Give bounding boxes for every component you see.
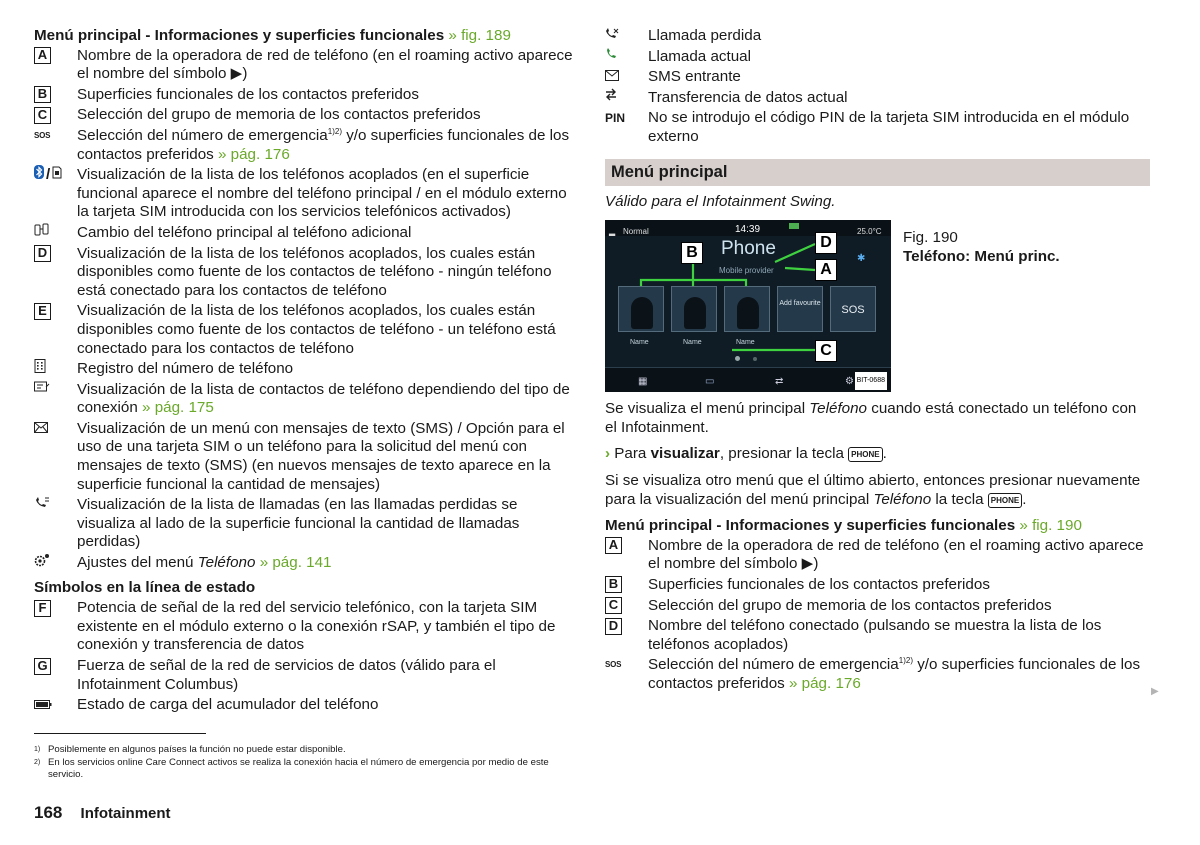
- symbols-heading: Símbolos en la línea de estado: [34, 578, 256, 596]
- sos-icon: SOS: [605, 659, 622, 669]
- add-favourite-tile[interactable]: Add favourite: [777, 286, 823, 332]
- sos-icon: SOS: [34, 130, 51, 140]
- label-box: B: [605, 576, 622, 593]
- figure: [605, 220, 1150, 392]
- settings-icon: [34, 553, 50, 573]
- list-item: Estado de carga del acumulador del teléfono: [34, 696, 574, 715]
- fig-link[interactable]: » fig. 190: [1019, 517, 1082, 535]
- footnote: 1) Posiblemente en algunos países la función no puede estar disponible.: [34, 744, 346, 755]
- envelope-icon: [605, 68, 619, 87]
- list-item: Visualización de la lista de contactos de teléfono dependiendo del tipo de conexión » pág. 175: [34, 381, 574, 418]
- fig-link[interactable]: » fig. 189: [448, 27, 511, 44]
- signal-icon: ▂: [609, 227, 616, 237]
- person-icon: [684, 297, 706, 329]
- callout-d: D: [815, 232, 837, 254]
- keypad-icon[interactable]: ▦: [638, 376, 648, 388]
- label-box: B: [34, 86, 51, 103]
- label-box: D: [605, 618, 622, 635]
- list-item: G Fuerza de señal de la red de servicios de datos (válido para el Infotainment Columbus): [34, 657, 574, 694]
- screen-title: Phone: [721, 238, 776, 260]
- call-list-icon[interactable]: ⇄: [775, 376, 784, 388]
- paragraph: Se visualiza el menú principal Teléfono cuando está conectado un teléfono con el Infotainment.: [605, 400, 1137, 436]
- contact-tile[interactable]: [724, 286, 770, 332]
- contacts-icon[interactable]: ▭: [705, 376, 715, 388]
- page-link[interactable]: » pág. 175: [142, 399, 214, 417]
- label-box: C: [34, 107, 51, 124]
- list-item: Llamada perdida: [605, 27, 1150, 46]
- phone-key: PHONE: [848, 447, 882, 462]
- list-item: Cambio del teléfono principal al teléfono adicional: [34, 224, 574, 243]
- list-item: SOS Selección del número de emergencia$^{1)2)}$ y/o superficies funcionales de los contactos preferidos » pág. 176: [605, 656, 1141, 692]
- list-item: Transferencia de datos actual: [605, 89, 1150, 108]
- screen-subtitle: Mobile provider: [719, 266, 774, 276]
- call-list-icon: [34, 496, 50, 515]
- paragraph: Si se visualiza otro menú que el último abierto, entonces presionar nuevamente para la visualización del menú principal Teléfono la tecla PHONE .: [605, 471, 1141, 508]
- list-item: D Visualización de la lista de los teléfonos acoplados, los cuales están disponibles como fuente de los contactos de teléfono - ningún teléfono está conectado para los contactos de teléfono: [34, 245, 574, 301]
- list-item: Visualización de la lista de llamadas (en las llamadas perdidas se visualiza al lado de la superficie funcional la cantidad de llamadas perdidas): [34, 496, 574, 552]
- list-item: Llamada actual: [605, 48, 1150, 67]
- current-call-icon: [605, 47, 617, 66]
- battery-icon: [34, 696, 52, 715]
- phone-key: PHONE: [988, 493, 1022, 508]
- data-transfer-icon: [605, 88, 617, 107]
- phone-switch-icon: [34, 223, 50, 243]
- instruction: › Para visualizar, presionar la tecla PHONE .: [605, 445, 887, 463]
- pin-label: PIN: [605, 111, 626, 126]
- label-box: G: [34, 658, 51, 675]
- page-section: Infotainment: [80, 805, 171, 822]
- list-item: Registro del número de teléfono: [34, 360, 574, 379]
- list-item: F Potencia de señal de la red del servicio telefónico, con la tarjeta SIM existente en el módulo externo o la conexión rSAP, y también el tipo de conexión y transferencia de datos: [34, 599, 574, 655]
- label-box: F: [34, 600, 51, 617]
- callout-b: B: [681, 242, 703, 264]
- callout-a: A: [815, 259, 837, 281]
- list-item: C Selección del grupo de memoria de los contactos preferidos: [34, 106, 574, 125]
- status-bar: ▂ Normal 14:39 25.0°C: [605, 220, 891, 236]
- label-box: C: [605, 597, 622, 614]
- footnote-divider: [34, 733, 206, 734]
- sim-card-icon: [52, 166, 62, 185]
- list-item: A Nombre de la operadora de red de teléfono (en el roaming activo aparece el nombre del símbolo ▶): [34, 47, 574, 84]
- contacts-icon: [34, 380, 50, 399]
- list-item: Visualización de un menú con mensajes de texto (SMS) / Opción para el uso de una tarjeta SIM o un teléfono para la solicitud del menú con mensajes de texto (SMS) (en nuevos mensajes de texto aparece en la superficie funcional la cantidad de mensajes): [34, 420, 574, 494]
- list-item: E Visualización de la lista de los teléfonos acoplados, los cuales están disponibles como fuente de los contactos de teléfono - un teléfono está conectado para los contactos de teléfono: [34, 302, 574, 358]
- list-item: / Visualización de la lista de los teléfonos acoplados (en el superficie funcional aparece el nombre del teléfono principal / en el módulo externo la tarjeta SIM introducida con los servicios telefónicos activados): [34, 166, 574, 222]
- list-item: SOS Selección del número de emergencia$^{1)2)}$ y/o superficies funcionales de los contactos preferidos » pág. 176: [34, 126, 570, 163]
- page-link[interactable]: » pág. 176: [789, 674, 861, 692]
- settings-icon[interactable]: ⚙: [845, 376, 854, 388]
- label-box: D: [34, 245, 51, 262]
- bottom-bar: [605, 367, 891, 392]
- keypad-icon: [34, 359, 46, 379]
- section-heading: Menú principal - Informaciones y superficies funcionales » fig. 190: [605, 517, 1082, 535]
- sos-tile[interactable]: SOS: [830, 286, 876, 332]
- callout-c: C: [815, 340, 837, 362]
- list-item: C Selección del grupo de memoria de los contactos preferidos: [605, 597, 1150, 616]
- contact-tile[interactable]: [618, 286, 664, 332]
- section-heading: Menú principal - Informaciones y superficies funcionales » fig. 189: [34, 27, 511, 44]
- page-footer: [34, 804, 171, 824]
- list-item: Ajustes del menú Teléfono » pág. 141: [34, 554, 574, 573]
- label-box: A: [34, 47, 51, 64]
- left-column: [34, 27, 574, 717]
- continue-arrow-icon: ▶: [1151, 686, 1159, 697]
- page-link[interactable]: » pág. 176: [218, 145, 290, 163]
- figure-caption: Fig. 190 Teléfono: Menú princ.: [903, 229, 1060, 266]
- footnote: 2) En los servicios online Care Connect activos se realiza la conexión hacia el número de emergencia por medio de este servicio.: [34, 756, 549, 780]
- step-arrow-icon: ›: [605, 445, 611, 463]
- person-icon: [631, 297, 653, 329]
- list-item: B Superficies funcionales de los contactos preferidos: [605, 576, 1150, 595]
- footnotes: [34, 744, 574, 782]
- label-box: E: [34, 303, 51, 320]
- right-column: [605, 27, 1150, 695]
- list-item: PIN No se introdujo el código PIN de la tarjeta SIM introducida en el módulo externo: [605, 109, 1130, 145]
- infotainment-screen: ▂ Normal 14:39 25.0°C Phone Mobile provider ✱ Add favourite SOS Name Name Name D B A C ▦ ▭ ⇄ ⚙ BIT-0688: [605, 220, 891, 392]
- person-icon: [737, 297, 759, 329]
- bluetooth-icon: ✱: [857, 253, 866, 265]
- envelope-icon: [34, 420, 48, 439]
- page-number: 168: [34, 803, 63, 822]
- list-item: B Superficies funcionales de los contactos preferidos: [34, 86, 574, 105]
- list-item: D Nombre del teléfono conectado (pulsando se muestra la lista de los teléfonos acoplados): [605, 617, 1150, 654]
- page-link[interactable]: » pág. 141: [259, 554, 332, 572]
- missed-call-icon: [605, 27, 619, 46]
- list-item: A Nombre de la operadora de red de teléfono (en el roaming activo aparece el nombre del símbolo ▶): [605, 537, 1150, 574]
- bluetooth-icon: [34, 165, 44, 185]
- contact-tile[interactable]: [671, 286, 717, 332]
- validity-note: Válido para el Infotainment Swing.: [605, 192, 836, 210]
- section-title: Menú principal: [605, 159, 1150, 186]
- list-item: SMS entrante: [605, 68, 1150, 87]
- label-box: A: [605, 537, 622, 554]
- figure-code: BIT-0688: [855, 372, 887, 391]
